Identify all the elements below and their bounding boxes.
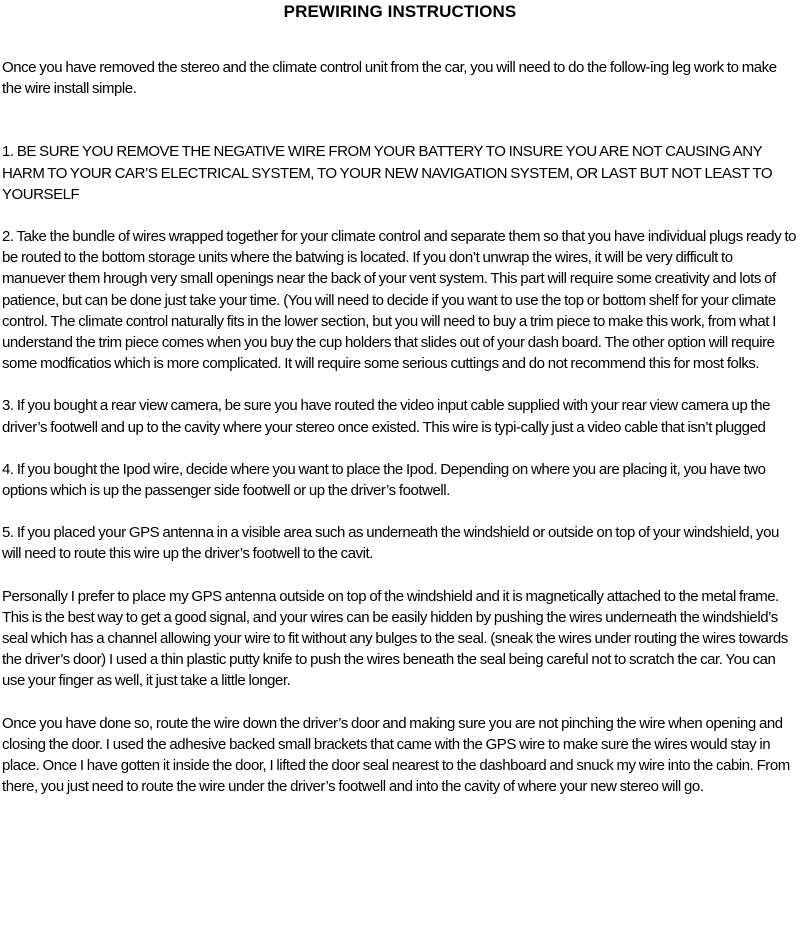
paragraph-step-1: 1. BE SURE YOU REMOVE THE NEGATIVE WIRE FROM YOUR BATTERY TO INSURE YOU ARE NOT CAUSING ANY HARM TO YOUR CAR’S ELECTRICAL SYSTEM, TO YOUR NEW NAVIGATION SYSTEM, OR LAST BUT NOT LEAST TO YOURSELF xyxy=(2,143,773,203)
document-title: PREWIRING INSTRUCTIONS xyxy=(283,2,517,21)
paragraph-step-5: 5. If you placed your GPS antenna in a visible area such as underneath the windshield or outside on top of your windshield, you will need to route this wire up the driver’s footwell to the cavit. xyxy=(2,524,779,563)
paragraph-intro: Once you have removed the stereo and the climate control unit from the car, you will need to do the follow-ing leg work to make the wire install simple. xyxy=(2,59,777,98)
paragraph-step-2: 2. Take the bundle of wires wrapped together for your climate control and separate them so that you have individual plugs ready to be routed to the bottom storage units where the batwing is located. If you don’t unwrap the wires, it will be very difficult to manuever them hrough very small openings near the back of your vent system. This part will require some creativity and lots of patience, but can be done just take your time. (You will need to decide if you want to use the top or bottom shelf for your climate control. The climate control naturally fits in the lower section, but you will need to buy a trim piece to make this work, from what I understand the trim piece comes when you buy the cup holders that slides out of your dash board. The other option will require some modficatios which is more complicated. It will require some serious cuttings and do not recommend this for most folks. xyxy=(2,228,797,373)
paragraph-personal-tip: Personally I prefer to place my GPS antenna outside on top of the windshield and it is magnetically attached to the metal frame. This is the best way to get a good signal, and your wires can be easily hidden by pushing the wires underneath the windshield’s seal which has a channel allowing your wire to fit without any bulges to the seal. (sneak the wires under routing the wires towards the driver’s door) I used a thin plastic putty knife to push the wires beneath the seal being careful not to scratch the car. You can use your finger as well, it just take a little longer. xyxy=(2,587,788,690)
paragraph-step-4: 4. If you bought the Ipod wire, decide where you want to place the Ipod. Depending on where you are placing it, you have two options which is up the passenger side footwell or up the driver’s footwell. xyxy=(2,460,766,500)
paragraph-step-3: 3. If you bought a rear view camera, be sure you have routed the video input cable supplied with your rear view camera up the driver’s footwell and up to the cavity where your stereo once existed. This wire is typi-cally just a video cable that isn’t plugged xyxy=(2,397,771,436)
paragraph-door-routing: Once you have done so, route the wire down the driver’s door and making sure you are not pinching the wire when opening and closing the door. I used the adhesive backed small brackets that came with the GPS wire to make sure the wires would stay in place. Once I have gotten it inside the door, I lifted the door seal nearest to the dashboard and snuck my wire into the cabin. From there, you just need to route the wire under the driver’s footwell and into the cavity of where your new stereo will go. xyxy=(2,714,790,796)
